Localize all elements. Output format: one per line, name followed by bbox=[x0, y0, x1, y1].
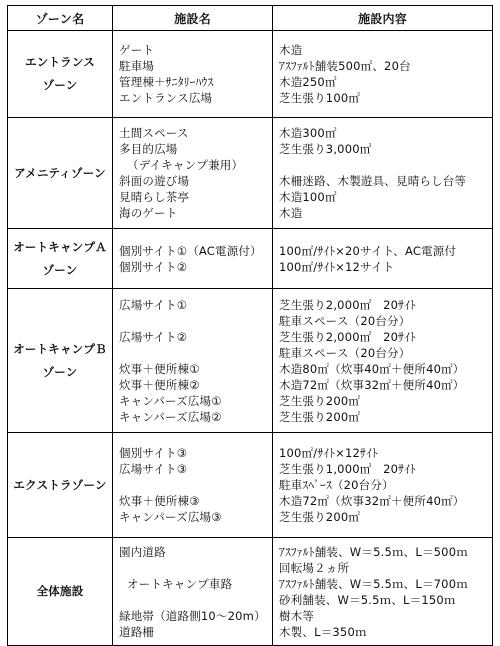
facility-content: 100㎡/ｻｲﾄ×20サイト、AC電源付 bbox=[279, 243, 457, 258]
facility-name: （デイキャンプ兼用） bbox=[127, 158, 244, 172]
content-cell bbox=[273, 433, 493, 538]
content-cell bbox=[273, 289, 493, 433]
facility-cell bbox=[113, 31, 273, 118]
facility-cell bbox=[113, 229, 273, 289]
zone-cell bbox=[8, 31, 113, 118]
facility-table bbox=[7, 5, 493, 646]
facility-name: 広場サイト③ bbox=[119, 462, 188, 476]
facility-cell bbox=[113, 538, 273, 646]
table-row bbox=[8, 433, 493, 538]
facility-name: 見晴らし茶亭 bbox=[119, 190, 190, 204]
facility-content: ｱｽﾌｧﾙﾄ舗装、W＝5.5ｍ、L＝700ｍ bbox=[279, 576, 468, 591]
facility-content: 芝生張り200㎡ bbox=[279, 393, 361, 408]
facility-name: エントランス広場 bbox=[119, 91, 213, 105]
facility-name: キャンパーズ広場② bbox=[119, 409, 222, 424]
facility-name: 多目的広場 bbox=[119, 142, 178, 156]
table-row bbox=[8, 229, 493, 289]
facility-content: 芝生張り2,000㎡ 20ｻｲﾄ bbox=[279, 329, 417, 344]
facility-content: 砂利舗装、W＝5.5ｍ、L＝150ｍ bbox=[279, 592, 456, 607]
facility-content: 木造250㎡ bbox=[279, 75, 337, 89]
zone-cell bbox=[8, 229, 113, 289]
content-cell bbox=[273, 31, 493, 118]
facility-name bbox=[119, 592, 268, 608]
facility-content: 100㎡/ｻｲﾄ×12サイト bbox=[279, 259, 395, 274]
header-row bbox=[8, 6, 493, 31]
facility-name: 管理棟＋ｻﾆﾀﾘｰﾊｳｽ bbox=[119, 75, 214, 89]
facility-name bbox=[119, 560, 268, 576]
facility-name: 炊事＋便所棟② bbox=[119, 377, 200, 392]
zone-cell bbox=[8, 289, 113, 433]
facility-content: 芝生張り200㎡ bbox=[279, 409, 361, 424]
facility-name: オートキャンプ車路 bbox=[127, 576, 233, 591]
table-row bbox=[8, 538, 493, 646]
facility-content: 駐車スペース（20台分） bbox=[279, 313, 411, 328]
facility-name: 炊事＋便所棟③ bbox=[119, 494, 200, 508]
facility-name bbox=[119, 477, 268, 493]
facility-content: 木造72㎡（炊事32㎡＋便所40㎡） bbox=[279, 377, 465, 392]
facility-content bbox=[279, 157, 488, 173]
facility-content: 芝生張り3,000㎡ bbox=[279, 142, 372, 156]
facility-content: 芝生張り100㎡ bbox=[279, 91, 361, 105]
facility-content: ｱｽﾌｧﾙﾄ舗装、W＝5.5ｍ、L＝500ｍ bbox=[279, 544, 468, 559]
facility-name: 広場サイト② bbox=[119, 329, 188, 344]
facility-content: ｱｽﾌｧﾙﾄ舗装500㎡、20台 bbox=[279, 59, 411, 73]
facility-name bbox=[119, 345, 268, 361]
facility-name: 道路柵 bbox=[119, 624, 155, 639]
facility-name: 緑地帯（道路側10～20m） bbox=[119, 608, 266, 623]
zone-cell bbox=[8, 538, 113, 646]
facility-content: 木造 bbox=[279, 206, 303, 220]
facility-cell bbox=[113, 289, 273, 433]
facility-content: 芝生張り200㎡ bbox=[279, 510, 361, 524]
facility-content: 木造80㎡（炊事40㎡＋便所40㎡） bbox=[279, 361, 465, 376]
zone-label: ゾーン bbox=[42, 78, 78, 92]
facility-content: 木造72㎡（炊事32㎡＋便所40㎡） bbox=[279, 494, 465, 508]
facility-name: 炊事＋便所棟① bbox=[119, 361, 200, 376]
facility-content: 回転場２ヵ所 bbox=[279, 560, 350, 575]
zone-label: 全体施設 bbox=[36, 584, 84, 598]
facility-content: 芝生張り1,000㎡ 20ｻｲﾄ bbox=[279, 462, 417, 476]
zone-label: エクストラゾーン bbox=[13, 477, 107, 492]
facility-name: 土間スペース bbox=[119, 126, 189, 140]
header-facility: 施設名 bbox=[113, 6, 273, 31]
facility-content: 樹木等 bbox=[279, 608, 315, 623]
zone-label: ゾーン bbox=[42, 364, 78, 379]
zone-cell bbox=[8, 433, 113, 538]
facility-content: 木製、L＝350ｍ bbox=[279, 624, 367, 639]
facility-name: キャンパーズ広場③ bbox=[119, 510, 222, 524]
facility-content: 木柵迷路、木製遊具、見晴らし台等 bbox=[279, 174, 467, 188]
facility-name: 個別サイト② bbox=[119, 259, 188, 274]
facility-cell bbox=[113, 433, 273, 538]
zone-label: オートキャンプＢ bbox=[13, 341, 107, 356]
facility-cell bbox=[113, 118, 273, 229]
header-content: 施設内容 bbox=[273, 6, 493, 31]
zone-label: オートキャンプＡ bbox=[13, 239, 107, 254]
facility-name: 個別サイト①（AC電源付） bbox=[119, 243, 262, 258]
facility-content: 100㎡/ｻｲﾄ×12ｻｲﾄ bbox=[279, 446, 378, 460]
facility-name: 斜面の遊び場 bbox=[119, 174, 190, 188]
facility-name: 園内道路 bbox=[119, 544, 166, 559]
zone-cell bbox=[8, 118, 113, 229]
zone-label: アメニティゾーン bbox=[14, 165, 106, 180]
content-cell bbox=[273, 538, 493, 646]
zone-label: ゾーン bbox=[42, 262, 78, 277]
table-row bbox=[8, 118, 493, 229]
facility-name: 海のゲート bbox=[119, 206, 178, 220]
table-row bbox=[8, 31, 493, 118]
table-row bbox=[8, 289, 493, 433]
facility-name: 個別サイト③ bbox=[119, 446, 188, 460]
facility-content: 木造100㎡ bbox=[279, 190, 337, 204]
facility-content: 駐車ｽﾍﾟｰｽ（20台分） bbox=[279, 478, 394, 492]
facility-name: キャンパーズ広場① bbox=[119, 393, 222, 408]
facility-content: 駐車スペース（20台分） bbox=[279, 345, 411, 360]
table-body bbox=[8, 31, 493, 646]
facility-content: 木造300㎡ bbox=[279, 126, 337, 140]
content-cell bbox=[273, 118, 493, 229]
content-cell bbox=[273, 229, 493, 289]
facility-table-sheet bbox=[7, 5, 492, 646]
facility-name: ゲート bbox=[119, 43, 155, 57]
facility-content: 木造 bbox=[279, 43, 303, 57]
zone-label: エントランス bbox=[25, 55, 95, 69]
facility-name: 広場サイト① bbox=[119, 297, 188, 312]
header-zone: ゾーン名 bbox=[8, 6, 113, 31]
facility-content: 芝生張り2,000㎡ 20ｻｲﾄ bbox=[279, 297, 417, 312]
facility-name bbox=[119, 313, 268, 329]
facility-name: 駐車場 bbox=[119, 59, 155, 73]
